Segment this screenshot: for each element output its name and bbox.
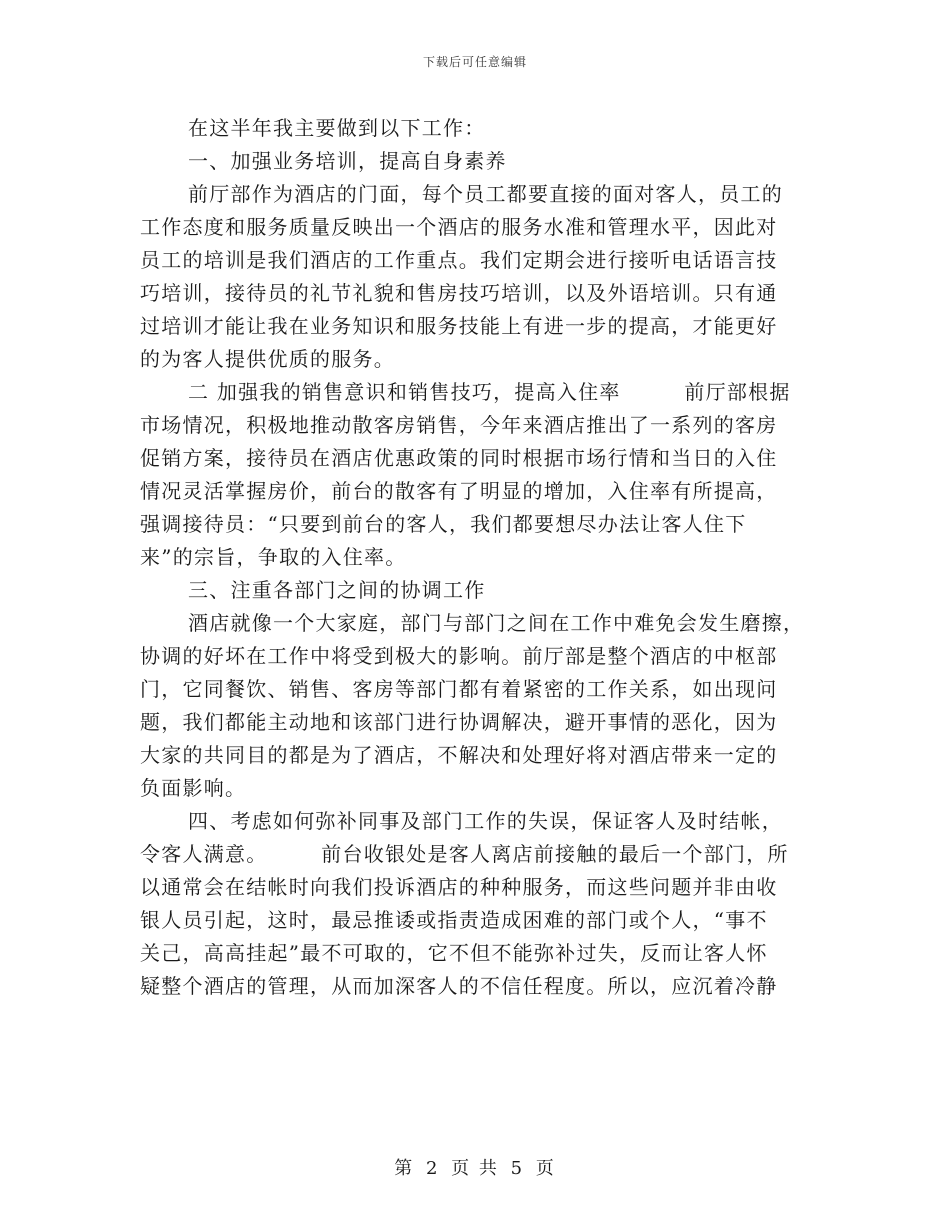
text-line: 门，它同餐饮、销售、客房等部门都有着紧密的工作关系，如出现问 [140,677,778,701]
footer-total-pages: 5 [510,1158,525,1179]
text-line: 过培训才能让我在业务知识和服务技能上有进一步的提高，才能更好 [140,314,778,338]
footer-middle: 页 共 [451,1158,499,1179]
footer-page-number: 2 [425,1158,440,1179]
text-line: 三、注重各部门之间的协调工作 [188,578,486,602]
text-line: 令客人满意。 前台收银处是客人离店前接触的最后一个部门，所 [140,842,789,866]
text-line: 一、加强业务培训，提高自身素养 [188,149,507,173]
text-line: 负面影响。 [140,776,247,800]
text-line: 巧培训，接待员的礼节礼貌和售房技巧培训，以及外语培训。只有通 [140,281,778,305]
text-line: 员工的培训是我们酒店的工作重点。我们定期会进行接听电话语言技 [140,248,778,272]
text-line: 疑整个酒店的管理，从而加深客人的不信任程度。所以，应沉着冷静 [140,974,778,998]
text-line: 银人员引起，这时，最忌推诿或指责造成困难的部门或个人，“事不 [140,908,768,932]
text-line: 情况灵活掌握房价，前台的散客有了明显的增加，入住率有所提高， [140,479,778,503]
text-line: 工作态度和服务质量反映出一个酒店的服务水准和管理水平，因此对 [140,215,778,239]
text-line: 酒店就像一个大家庭，部门与部门之间在工作中难免会发生磨擦， [188,611,805,635]
text-line: 协调的好坏在工作中将受到极大的影响。前厅部是整个酒店的中枢部 [140,644,778,668]
document-body [140,112,812,1003]
text-line: 以通常会在结帐时向我们投诉酒店的种种服务，而这些问题并非由收 [140,875,778,899]
header-note: 下载后可任意编辑 [422,55,527,69]
text-line: 在这半年我主要做到以下工作： [188,116,486,140]
text-line: 的为客人提供优质的服务。 [140,347,395,371]
text-line: 强调接待员：“只要到前台的客人，我们都要想尽办法让客人住下 [140,512,747,536]
footer-prefix: 第 [394,1158,415,1179]
text-line: 促销方案，接待员在酒店优惠政策的同时根据市场行情和当日的入住 [140,446,778,470]
text-line: 关己，高高挂起”最不可取的，它不但不能弥补过失，反而让客人怀 [140,941,768,965]
footer-suffix: 页 [535,1158,556,1179]
text-line: 前厅部作为酒店的门面，每个员工都要直接的面对客人，员工的 [188,182,783,206]
page-footer [0,1154,950,1180]
text-line: 市场情况，积极地推动散客房销售，今年来酒店推出了一系列的客房 [140,413,778,437]
text-line: 来”的宗旨，争取的入住率。 [140,545,407,569]
text-line: 四、考虑如何弥补同事及部门工作的失误，保证客人及时结帐， [188,809,783,833]
text-line: 题，我们都能主动地和该部门进行协调解决，避开事情的恶化，因为 [140,710,778,734]
text-line: 二 加强我的销售意识和销售技巧，提高入住率 前厅部根据 [188,380,791,404]
text-line: 大家的共同目的都是为了酒店，不解决和处理好将对酒店带来一定的 [140,743,778,767]
